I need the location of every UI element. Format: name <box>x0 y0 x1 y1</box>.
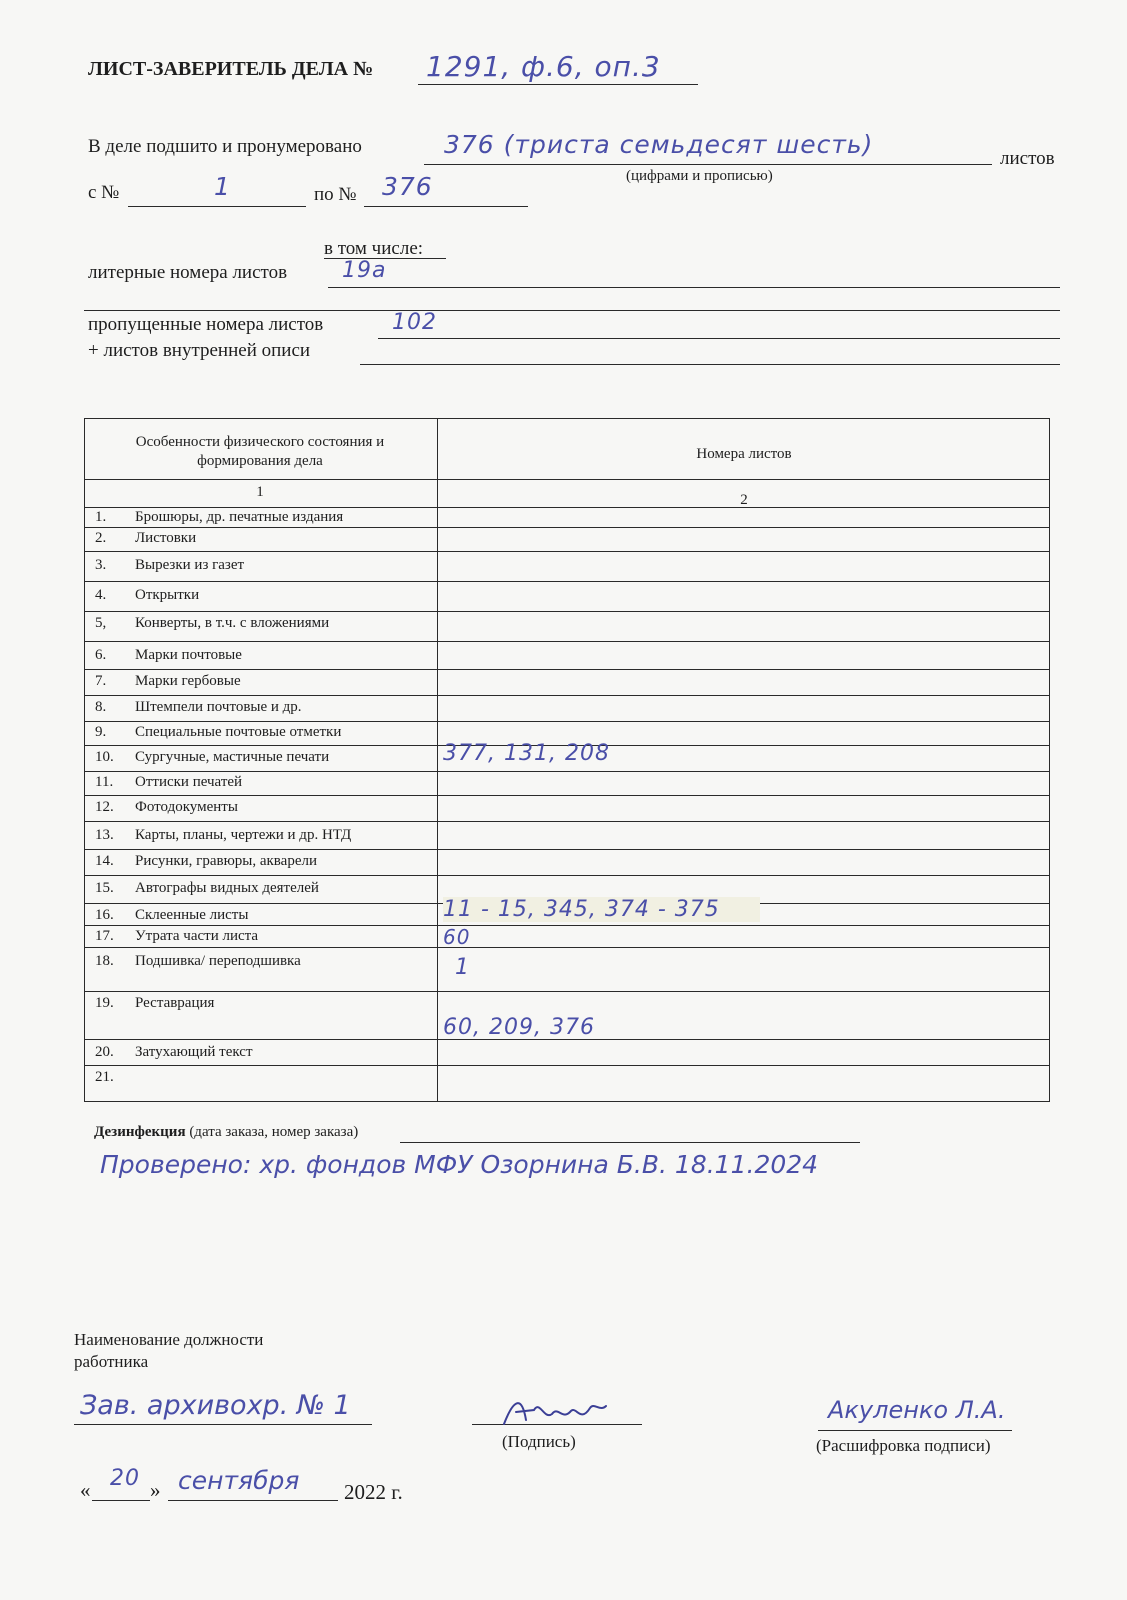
digits-note: (цифрами и прописью) <box>626 168 773 184</box>
row-divider <box>85 669 1049 670</box>
table-column-divider <box>437 419 438 1101</box>
row-number: 1. <box>95 509 107 525</box>
row-divider <box>85 849 1049 850</box>
row-label: Открытки <box>135 587 200 603</box>
row-label: Специальные почтовые отметки <box>135 724 342 740</box>
row-divider <box>85 991 1049 992</box>
row-label: Автографы видных деятелей <box>135 880 319 896</box>
row-divider <box>85 821 1049 822</box>
row-number: 20. <box>95 1044 114 1060</box>
row-number: 5, <box>95 615 107 631</box>
row-label: Рисунки, гравюры, акварели <box>135 853 318 869</box>
date-month-line <box>168 1500 338 1501</box>
sheets-word: листов <box>1000 148 1055 169</box>
row-number: 12. <box>95 799 114 815</box>
row-number: 8. <box>95 699 107 715</box>
row-number: 10. <box>95 749 114 765</box>
row-number: 19. <box>95 995 114 1011</box>
position-label-line2: работника <box>74 1352 149 1371</box>
blank-line <box>84 310 1060 311</box>
date-month: сентября <box>178 1466 300 1495</box>
row-label: Сургучные, мастичные печати <box>135 749 330 765</box>
disinfection-value: Проверено: хр. фондов МФУ Озорнина Б.В. 18.11.2024 <box>100 1150 819 1179</box>
row-number: 6. <box>95 647 107 663</box>
row-value-loss: 60 <box>443 925 471 949</box>
disinfection-label <box>94 1124 358 1141</box>
from-line <box>128 206 306 207</box>
row-value-restoration: 60, 209, 376 <box>443 1015 595 1040</box>
row-label: Брошюры, др. печатные издания <box>135 509 344 525</box>
disinfection-label-rest: (дата заказа, номер заказа) <box>189 1124 359 1140</box>
row-divider <box>85 925 1049 926</box>
row-value-glued: 11 - 15, 345, 374 - 375 <box>443 897 760 922</box>
signature-caption: (Подпись) <box>502 1432 576 1451</box>
col1-number: 1 <box>256 484 264 500</box>
row-label: Оттиски печатей <box>135 774 243 790</box>
col2-number: 2 <box>740 492 748 508</box>
row-label: Марки гербовые <box>135 673 241 689</box>
row-number: 7. <box>95 673 107 689</box>
to-line <box>364 206 528 207</box>
to-label: по № <box>314 184 357 205</box>
row-divider <box>85 527 1049 528</box>
row-divider <box>85 641 1049 642</box>
row-divider <box>85 551 1049 552</box>
row-divider <box>85 611 1049 612</box>
row-number: 14. <box>95 853 114 869</box>
inner-label: + листов внутренней описи <box>88 340 311 361</box>
row-divider <box>85 795 1049 796</box>
letter-line <box>328 287 1060 288</box>
row-divider <box>85 1065 1049 1066</box>
handwritten-signature <box>500 1390 610 1430</box>
row-number: 15. <box>95 880 114 896</box>
row-label: Фотодокументы <box>135 799 238 815</box>
row-number: 21. <box>95 1069 114 1085</box>
including-label: в том числе: <box>324 238 424 259</box>
row-divider <box>85 695 1049 696</box>
date-close-quote: » <box>150 1478 161 1502</box>
row-divider <box>85 875 1049 876</box>
header-divider <box>85 479 1049 480</box>
row-label: Листовки <box>135 530 197 546</box>
position-label-line1: Наименование должности <box>74 1330 264 1349</box>
row-label: Реставрация <box>135 995 215 1011</box>
sewn-label: В деле подшито и пронумеровано <box>88 136 362 157</box>
row-number: 16. <box>95 907 114 923</box>
decode-caption: (Расшифровка подписи) <box>816 1436 991 1455</box>
row-divider <box>85 771 1049 772</box>
date-open-quote: « <box>80 1478 91 1502</box>
page-title: ЛИСТ-ЗАВЕРИТЕЛЬ ДЕЛА № <box>88 58 374 80</box>
row-number: 13. <box>95 827 114 843</box>
row-label: Затухающий текст <box>135 1044 253 1060</box>
row-label: Вырезки из газет <box>135 557 245 573</box>
row-value-binding: 1 <box>455 955 470 980</box>
row-divider <box>85 721 1049 722</box>
case-number-value: 1291, ф.6, оп.3 <box>426 50 661 83</box>
date-day-line <box>92 1500 150 1501</box>
sewn-value: 376 (триста семьдесят шесть) <box>444 130 874 159</box>
from-label: с № <box>88 182 120 203</box>
date-year: 2022 г. <box>344 1480 403 1504</box>
row-label: Утрата части листа <box>135 928 259 944</box>
row-value-seals: 377, 131, 208 <box>443 741 610 766</box>
position-line <box>74 1424 372 1425</box>
row-divider <box>85 947 1049 948</box>
letter-label: литерные номера листов <box>88 262 288 283</box>
letter-value: 19а <box>342 258 387 283</box>
to-value: 376 <box>382 172 433 201</box>
row-divider <box>85 581 1049 582</box>
physical-state-table <box>84 418 1050 1102</box>
position-value: Зав. архивохр. № 1 <box>80 1390 351 1421</box>
row-label: Марки почтовые <box>135 647 242 663</box>
missing-label: пропущенные номера листов <box>88 314 324 335</box>
row-number: 3. <box>95 557 107 573</box>
from-value: 1 <box>214 172 231 201</box>
row-divider <box>85 507 1049 508</box>
row-number: 4. <box>95 587 107 603</box>
row-number: 11. <box>95 774 114 790</box>
missing-value: 102 <box>392 310 437 335</box>
row-number: 9. <box>95 724 107 740</box>
decode-value: Акуленко Л.А. <box>828 1396 1006 1424</box>
decode-line <box>818 1430 1012 1431</box>
row-number: 17. <box>95 928 114 944</box>
col2-header: Номера листов <box>696 446 792 462</box>
row-number: 2. <box>95 530 107 546</box>
disinfection-line <box>400 1142 860 1143</box>
inner-line <box>360 364 1060 365</box>
date-day: 20 <box>110 1466 140 1491</box>
case-number-line <box>418 84 698 85</box>
row-label: Штемпели почтовые и др. <box>135 699 302 715</box>
row-label: Склеенные листы <box>135 907 249 923</box>
row-number: 18. <box>95 953 114 969</box>
row-label: Подшивка/ переподшивка <box>135 953 301 969</box>
missing-line <box>378 338 1060 339</box>
col1-header: Особенности физического состояния и формирования дела <box>135 434 385 469</box>
row-label: Конверты, в т.ч. с вложениями <box>135 615 330 631</box>
sewn-line <box>424 164 992 165</box>
row-label: Карты, планы, чертежи и др. НТД <box>135 827 352 843</box>
disinfection-label-bold: Дезинфекция <box>94 1124 186 1140</box>
